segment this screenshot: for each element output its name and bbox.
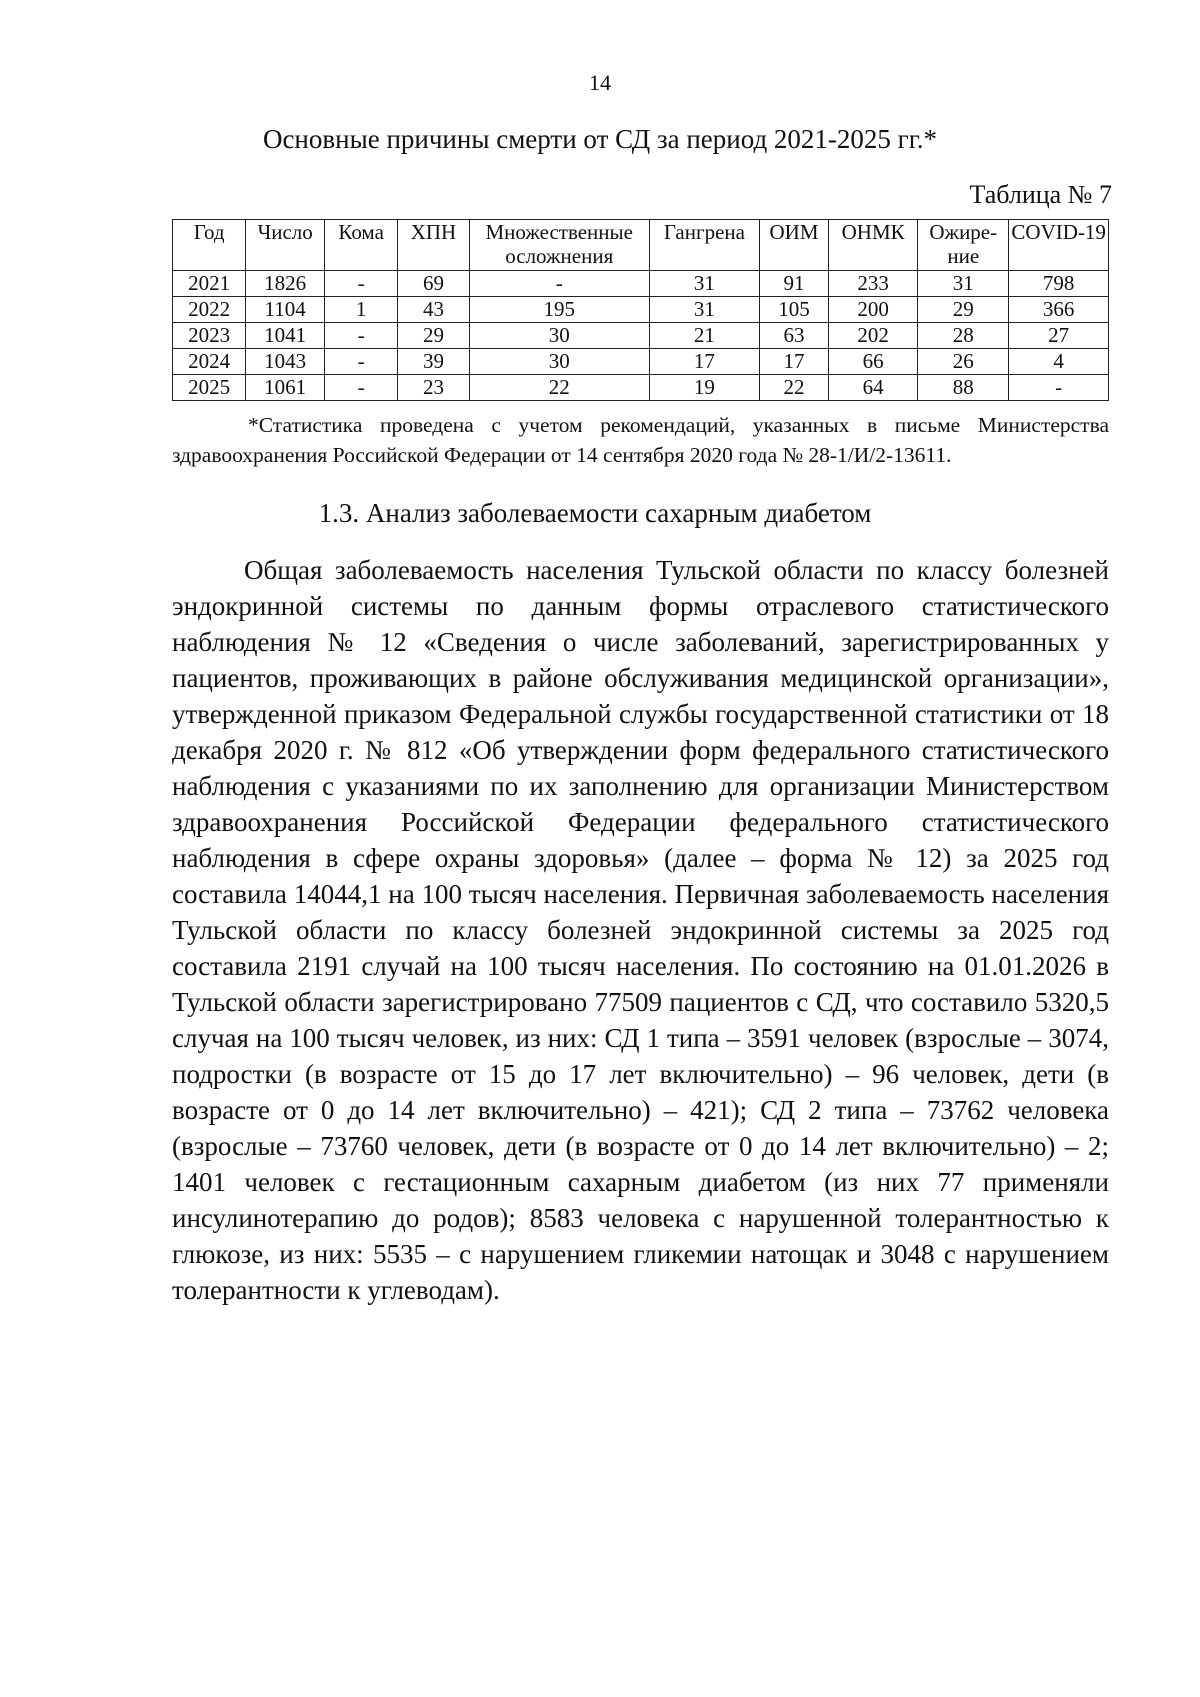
table-cell: 19	[649, 375, 759, 401]
death-causes-table	[172, 219, 1109, 401]
table-cell: -	[469, 271, 649, 297]
table-cell: -	[324, 323, 397, 349]
table-cell: 1043	[246, 349, 325, 375]
table-cell: 43	[398, 297, 469, 323]
table-cell: 28	[918, 323, 1009, 349]
column-header: ОИМ	[759, 220, 828, 271]
table-cell: -	[324, 375, 397, 401]
table-cell: 200	[829, 297, 918, 323]
table-cell: 64	[829, 375, 918, 401]
table-cell: 195	[469, 297, 649, 323]
table-cell: 31	[649, 271, 759, 297]
table-header-row	[173, 220, 1109, 271]
table-cell: 17	[649, 349, 759, 375]
column-header: COVID-19	[1009, 220, 1109, 271]
column-header: Число	[246, 220, 325, 271]
table-cell: 66	[829, 349, 918, 375]
table-cell: 2021	[173, 271, 246, 297]
table-cell: 91	[759, 271, 828, 297]
table-cell: 26	[918, 349, 1009, 375]
table-cell: 17	[759, 349, 828, 375]
footnote-line-1: *Статистика проведена с учетом рекомендаций, указанных в письме Министерства	[248, 413, 1109, 437]
table-cell: 63	[759, 323, 828, 349]
column-header: ОНМК	[829, 220, 918, 271]
column-header: ХПН	[398, 220, 469, 271]
table-body	[173, 271, 1109, 401]
page-number: 14	[589, 70, 611, 95]
table-cell: -	[324, 271, 397, 297]
table-cell: 2023	[173, 323, 246, 349]
table-cell: 2022	[173, 297, 246, 323]
table-cell: 2025	[173, 375, 246, 401]
table-cell: 22	[469, 375, 649, 401]
table-cell: 30	[469, 349, 649, 375]
table-cell: -	[324, 349, 397, 375]
table-cell: 29	[918, 297, 1009, 323]
table-cell: 366	[1009, 297, 1109, 323]
table-row	[173, 323, 1109, 349]
table-cell: 21	[649, 323, 759, 349]
table-cell: 39	[398, 349, 469, 375]
table-cell: 233	[829, 271, 918, 297]
column-header: Гангрена	[649, 220, 759, 271]
table-cell: 1826	[246, 271, 325, 297]
table-cell: 30	[469, 323, 649, 349]
table-title: Основные причины смерти от СД за период 2021-2025 гг.*	[262, 124, 938, 154]
table-label: Таблица № 7	[969, 180, 1112, 209]
table-cell: 1104	[246, 297, 325, 323]
body-paragraph: Общая заболеваемость населения Тульской области по классу болезней эндокринной системы по данным формы отраслевого статистического наблюдения № 12 «Сведения о числе заболеваний, зарегистрированных у пациентов, проживающих в районе обслуживания медицинской организации», утвержденной приказом Федеральной службы государственной статистики от 18 декабря 2020 г. № 812 «Об утверждении форм федерального статистического наблюдения с указаниями по их заполнению для организации Министерством здравоохранения Российской Федерации федерального статистического наблюдения в сфере охраны здоровья» (далее – форма № 12) за 2025 год составила 14044,1 на 100 тысяч населения. Первичная заболеваемость населения Тульской области по классу болезней эндокринной системы за 2025 год составила 2191 случай на 100 тысяч населения. По состоянию на 01.01.2026 в Тульской области зарегистрировано 77509 пациентов с СД, что составило 5320,5 случая на 100 тысяч человек, из них: СД 1 типа – 3591 человек (взрослые – 3074, подростки (в возрасте от 15 до 17 лет включительно) – 96 человек, дети (в возрасте от 0 до 14 лет включительно) – 421); СД 2 типа – 73762 человека (взрослые – 73760 человек, дети (в возрасте от 0 до 14 лет включительно) – 2; 1401 человек с гестационным сахарным диабетом (из них 77 применяли инсулинотерапию до родов); 8583 человека с нарушенной толерантностью к глюкозе, из них: 5535 – с нарушением гликемии натощак и 3048 с нарушением толерантности к углеводам).	[172, 555, 1109, 1305]
table-cell: 23	[398, 375, 469, 401]
column-header: Множественные осложнения	[469, 220, 649, 271]
table-cell: 1	[324, 297, 397, 323]
table-cell: 1061	[246, 375, 325, 401]
table-footnote	[172, 410, 1109, 470]
table-cell: 69	[398, 271, 469, 297]
column-header: Ожире-ние	[918, 220, 1009, 271]
table-row	[173, 271, 1109, 297]
table-cell: 2024	[173, 349, 246, 375]
table-cell: 27	[1009, 323, 1109, 349]
table-row	[173, 375, 1109, 401]
column-header: Год	[173, 220, 246, 271]
table-cell: 31	[918, 271, 1009, 297]
table-cell: 798	[1009, 271, 1109, 297]
table-cell: 22	[759, 375, 828, 401]
section-heading: 1.3. Анализ заболеваемости сахарным диабетом	[318, 498, 872, 528]
table-cell: 29	[398, 323, 469, 349]
table-cell: 1041	[246, 323, 325, 349]
table-cell: -	[1009, 375, 1109, 401]
footnote-line-2: здравоохранения Российской Федерации от 14 сентября 2020 года № 28-1/И/2-13611.	[172, 443, 952, 467]
table-row	[173, 349, 1109, 375]
table-cell: 105	[759, 297, 828, 323]
table-row	[173, 297, 1109, 323]
table-cell: 202	[829, 323, 918, 349]
table-cell: 88	[918, 375, 1009, 401]
table-cell: 31	[649, 297, 759, 323]
column-header: Кома	[324, 220, 397, 271]
table-cell: 4	[1009, 349, 1109, 375]
